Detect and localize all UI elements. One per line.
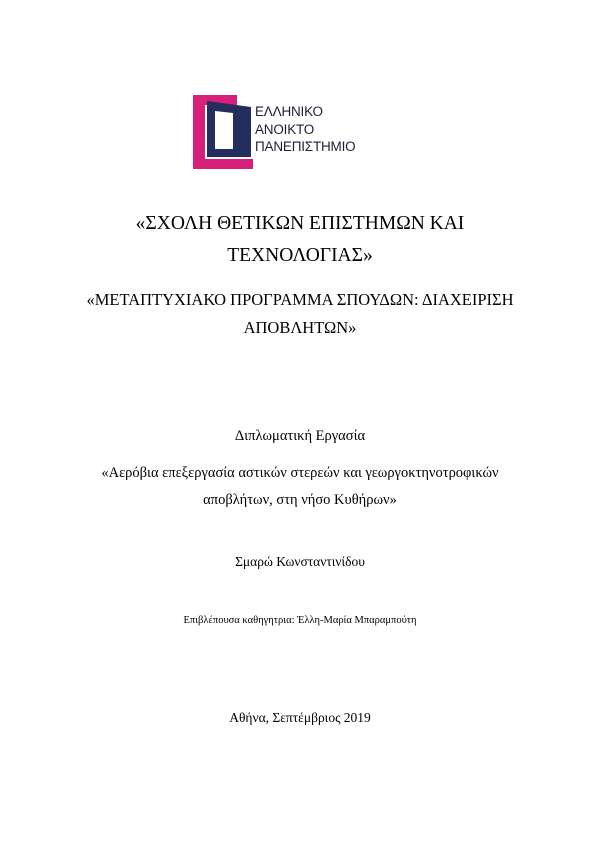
thesis-title [0,460,600,514]
school-line-2: ΤΕΧΝΟΛΟΓΙΑΣ» [227,245,373,266]
university-logo [193,95,383,169]
logo-line-2: ΑΝΟΙΚΤΟ [255,121,315,137]
supervisor-line: Επιβλέπουσα καθηγητρια: Έλλη-Μαρία Μπαραμπούτη [183,615,417,626]
school-name [0,208,600,272]
program-name [0,286,600,342]
thesis-title-line-1: «Αερόβια επεξεργασία αστικών στερεών και γεωργοκτηνοτροφικών [101,465,499,481]
author-name: Σμαρώ Κωνσταντινίδου [235,554,365,569]
school-line-1: «ΣΧΟΛΗ ΘΕΤΙΚΩΝ ΕΠΙΣΤΗΜΩΝ ΚΑΙ [135,213,465,234]
logo-mark-icon [193,95,253,169]
thesis-title-line-2: αποβλήτων, στη νήσο Κυθήρων» [203,492,397,508]
date-line: Αθήνα, Σεπτέμβριος 2019 [229,710,371,725]
program-line-2: ΑΠΟΒΛΗΤΩΝ» [243,318,357,337]
logo-wordmark [255,103,355,156]
logo-line-3: ΠΑΝΕΠΙΣΤΗΜΙΟ [255,139,356,154]
thesis-label: Διπλωματική Εργασία [234,428,366,444]
program-line-1: «ΜΕΤΑΠΤΥΧΙΑΚΟ ΠΡΟΓΡΑΜΜΑ ΣΠΟΥΔΩΝ: ΔΙΑΧΕΙΡΙΣΗ [86,290,514,309]
logo-line-1: ΕΛΛΗΝΙΚΟ [255,104,323,119]
